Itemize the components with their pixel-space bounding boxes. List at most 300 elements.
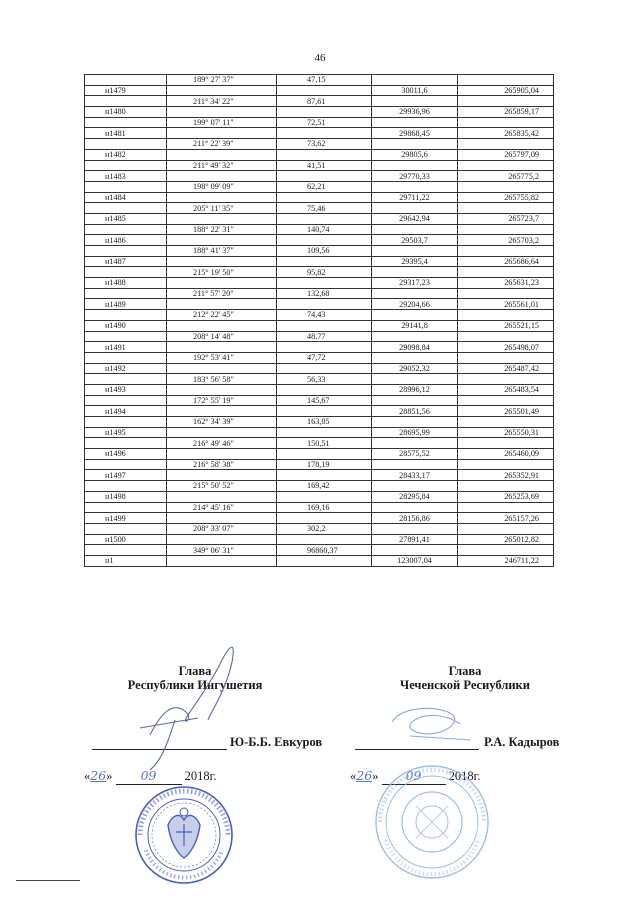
cell-x: 30011,6 — [372, 85, 458, 96]
right-signature-line — [355, 749, 479, 750]
table-row — [85, 427, 554, 438]
cell-y: 265352,91 — [458, 470, 554, 481]
table-row — [85, 534, 554, 545]
cell-dist — [277, 363, 372, 374]
cell-point: н1495 — [85, 427, 167, 438]
table-row — [85, 449, 554, 460]
cell-dist: 73,62 — [277, 139, 372, 150]
cell-dist — [277, 299, 372, 310]
cell-x: 28996,12 — [372, 384, 458, 395]
cell-point: н1483 — [85, 171, 167, 182]
cell-dist — [277, 491, 372, 502]
cell-point — [85, 203, 167, 214]
cell-point: н1490 — [85, 320, 167, 331]
cell-point — [85, 117, 167, 128]
cell-point — [85, 438, 167, 449]
table-row — [85, 545, 554, 556]
cell-y — [458, 331, 554, 342]
cell-angle: 208° 33' 07" — [167, 523, 277, 534]
cell-x: 29317,23 — [372, 278, 458, 289]
cell-point — [85, 75, 167, 86]
cell-angle — [167, 213, 277, 224]
table-row — [85, 481, 554, 492]
cell-angle — [167, 107, 277, 118]
cell-dist — [277, 149, 372, 160]
cell-y: 265012,82 — [458, 534, 554, 545]
footer-rule — [16, 880, 80, 881]
right-title-line1: Глава — [448, 664, 482, 678]
coordinates-table — [84, 74, 554, 567]
cell-y — [458, 438, 554, 449]
cell-x — [372, 374, 458, 385]
cell-angle — [167, 513, 277, 524]
table-row — [85, 459, 554, 470]
cell-angle — [167, 555, 277, 566]
cell-y — [458, 181, 554, 192]
cell-y — [458, 96, 554, 107]
table-row — [85, 107, 554, 118]
cell-angle: 208° 14' 48" — [167, 331, 277, 342]
right-date-month-field — [382, 768, 446, 785]
table-row — [85, 256, 554, 267]
cell-dist — [277, 256, 372, 267]
cell-y: 265498,07 — [458, 342, 554, 353]
cell-dist — [277, 449, 372, 460]
right-handwritten-signature — [392, 708, 470, 740]
cell-point — [85, 417, 167, 428]
cell-x — [372, 288, 458, 299]
cell-x: 29868,45 — [372, 128, 458, 139]
cell-point: н1485 — [85, 213, 167, 224]
cell-y — [458, 139, 554, 150]
cell-x — [372, 181, 458, 192]
table-row — [85, 288, 554, 299]
cell-point — [85, 310, 167, 321]
cell-point: н1491 — [85, 342, 167, 353]
cell-point — [85, 139, 167, 150]
cell-x: 28295,84 — [372, 491, 458, 502]
cell-point: н1479 — [85, 85, 167, 96]
cell-x — [372, 117, 458, 128]
cell-x — [372, 75, 458, 86]
left-date-year: 2018г. — [184, 769, 217, 783]
right-date-close: » — [372, 769, 379, 783]
cell-y — [458, 160, 554, 171]
table-row — [85, 470, 554, 481]
cell-dist: 302,2 — [277, 523, 372, 534]
left-date-open: « — [84, 769, 91, 783]
cell-point: н1492 — [85, 363, 167, 374]
table-row — [85, 171, 554, 182]
table-row — [85, 374, 554, 385]
cell-y: 265835,42 — [458, 128, 554, 139]
cell-y: 265483,54 — [458, 384, 554, 395]
cell-x: 29204,66 — [372, 299, 458, 310]
cell-point — [85, 267, 167, 278]
table-row — [85, 331, 554, 342]
cell-point — [85, 481, 167, 492]
cell-dist: 96860,37 — [277, 545, 372, 556]
table-row — [85, 160, 554, 171]
cell-point: н1500 — [85, 534, 167, 545]
cell-dist — [277, 384, 372, 395]
table-row — [85, 128, 554, 139]
cell-dist — [277, 171, 372, 182]
right-date-open: « — [350, 769, 357, 783]
cell-point: н1487 — [85, 256, 167, 267]
cell-y: 265686,64 — [458, 256, 554, 267]
cell-angle — [167, 342, 277, 353]
cell-x: 29770,33 — [372, 171, 458, 182]
cell-angle — [167, 363, 277, 374]
cell-angle: 188° 41' 37" — [167, 246, 277, 257]
table-row — [85, 278, 554, 289]
cell-dist — [277, 107, 372, 118]
cell-point — [85, 331, 167, 342]
cell-y: 265905,04 — [458, 85, 554, 96]
cell-x: 28156,86 — [372, 513, 458, 524]
cell-angle: 199° 07' 11" — [167, 117, 277, 128]
cell-point — [85, 374, 167, 385]
cell-angle: 162° 34' 39" — [167, 417, 277, 428]
cell-dist: 95,82 — [277, 267, 372, 278]
cell-angle — [167, 235, 277, 246]
cell-angle: 205° 11' 35" — [167, 203, 277, 214]
cell-dist — [277, 470, 372, 481]
cell-angle: 216° 49' 46" — [167, 438, 277, 449]
cell-point: н1488 — [85, 278, 167, 289]
cell-angle — [167, 491, 277, 502]
cell-y: 265755,82 — [458, 192, 554, 203]
cell-dist: 62,21 — [277, 181, 372, 192]
cell-dist — [277, 85, 372, 96]
cell-y: 265797,09 — [458, 149, 554, 160]
cell-x — [372, 395, 458, 406]
table-row — [85, 384, 554, 395]
table-row — [85, 363, 554, 374]
cell-angle: 189° 27' 37" — [167, 75, 277, 86]
table-row — [85, 320, 554, 331]
cell-angle — [167, 534, 277, 545]
coordinates-table-body — [85, 75, 554, 567]
cell-dist: 47,15 — [277, 75, 372, 86]
cell-point: н1498 — [85, 491, 167, 502]
cell-dist — [277, 427, 372, 438]
cell-y: 265460,09 — [458, 449, 554, 460]
table-row — [85, 235, 554, 246]
cell-x — [372, 502, 458, 513]
cell-angle — [167, 192, 277, 203]
cell-point — [85, 352, 167, 363]
cell-y — [458, 224, 554, 235]
cell-dist: 169,42 — [277, 481, 372, 492]
cell-x: 29936,96 — [372, 107, 458, 118]
cell-dist — [277, 342, 372, 353]
cell-angle — [167, 149, 277, 160]
cell-y — [458, 75, 554, 86]
cell-y: 246711,22 — [458, 555, 554, 566]
cell-angle: 192° 53' 41" — [167, 352, 277, 363]
left-date — [84, 768, 217, 785]
cell-x: 27891,41 — [372, 534, 458, 545]
table-row — [85, 149, 554, 160]
cell-dist: 56,33 — [277, 374, 372, 385]
cell-point: н1497 — [85, 470, 167, 481]
cell-x: 28695,99 — [372, 427, 458, 438]
cell-x — [372, 310, 458, 321]
left-title-line1: Глава — [178, 664, 212, 678]
cell-x — [372, 160, 458, 171]
table-row — [85, 491, 554, 502]
cell-x — [372, 417, 458, 428]
cell-point — [85, 96, 167, 107]
cell-y — [458, 352, 554, 363]
left-date-close: » — [106, 769, 113, 783]
cell-point: н1489 — [85, 299, 167, 310]
cell-point — [85, 181, 167, 192]
cell-point: н1481 — [85, 128, 167, 139]
table-row — [85, 299, 554, 310]
cell-dist — [277, 320, 372, 331]
cell-x — [372, 246, 458, 257]
table-row — [85, 502, 554, 513]
cell-point: н1 — [85, 555, 167, 566]
cell-x — [372, 481, 458, 492]
cell-x: 29141,8 — [372, 320, 458, 331]
cell-dist: 132,68 — [277, 288, 372, 299]
cell-x — [372, 96, 458, 107]
cell-dist — [277, 235, 372, 246]
cell-y — [458, 117, 554, 128]
cell-x — [372, 545, 458, 556]
cell-x — [372, 139, 458, 150]
cell-x: 28433,17 — [372, 470, 458, 481]
cell-x — [372, 203, 458, 214]
cell-dist — [277, 192, 372, 203]
cell-x: 123007,04 — [372, 555, 458, 566]
cell-angle: 188° 22' 31" — [167, 224, 277, 235]
cell-y — [458, 481, 554, 492]
cell-y: 265703,2 — [458, 235, 554, 246]
table-row — [85, 96, 554, 107]
cell-angle — [167, 449, 277, 460]
left-date-month: 09 — [140, 768, 157, 783]
cell-angle — [167, 278, 277, 289]
table-row — [85, 117, 554, 128]
cell-dist — [277, 213, 372, 224]
table-row — [85, 75, 554, 86]
left-title-line2: Республики Ингушетия — [127, 678, 263, 692]
cell-y — [458, 246, 554, 257]
cell-angle: 212° 22' 45" — [167, 310, 277, 321]
left-date-month-field — [116, 768, 182, 785]
table-row — [85, 406, 554, 417]
cell-x: 29098,84 — [372, 342, 458, 353]
right-signatory-name: Р.А. Кадыров — [484, 735, 560, 749]
cell-angle: 214° 45' 16" — [167, 502, 277, 513]
left-signatory-name: Ю-Б.Б. Евкуров — [230, 735, 323, 749]
cell-point — [85, 246, 167, 257]
cell-point: н1484 — [85, 192, 167, 203]
cell-dist: 169,16 — [277, 502, 372, 513]
cell-angle: 215° 50' 52" — [167, 481, 277, 492]
cell-point — [85, 502, 167, 513]
cell-angle: 349° 06' 31" — [167, 545, 277, 556]
table-row — [85, 213, 554, 224]
cell-point — [85, 395, 167, 406]
table-row — [85, 224, 554, 235]
table-row — [85, 192, 554, 203]
cell-dist: 178,19 — [277, 459, 372, 470]
cell-x — [372, 352, 458, 363]
cell-y — [458, 523, 554, 534]
right-date-year: 2018г. — [448, 769, 481, 783]
cell-point — [85, 288, 167, 299]
cell-y: 265859,17 — [458, 107, 554, 118]
cell-point: н1493 — [85, 384, 167, 395]
cell-dist: 87,61 — [277, 96, 372, 107]
right-signatory-title — [350, 664, 580, 692]
cell-angle: 211° 57' 20" — [167, 288, 277, 299]
cell-point: н1496 — [85, 449, 167, 460]
right-date-month: 09 — [405, 768, 422, 783]
cell-y — [458, 203, 554, 214]
cell-y: 265631,23 — [458, 278, 554, 289]
cell-y — [458, 502, 554, 513]
table-row — [85, 555, 554, 566]
cell-angle: 215° 19' 50" — [167, 267, 277, 278]
cell-x — [372, 224, 458, 235]
cell-y: 265253,69 — [458, 491, 554, 502]
cell-y: 265521,15 — [458, 320, 554, 331]
cell-x: 29503,7 — [372, 235, 458, 246]
right-title-line2: Чеченской Ресиублики — [400, 678, 530, 692]
cell-dist: 145,67 — [277, 395, 372, 406]
cell-x: 29395,4 — [372, 256, 458, 267]
cell-y — [458, 417, 554, 428]
table-row — [85, 85, 554, 96]
cell-x — [372, 438, 458, 449]
cell-x — [372, 331, 458, 342]
cell-x: 28851,56 — [372, 406, 458, 417]
cell-angle — [167, 85, 277, 96]
cell-x — [372, 523, 458, 534]
cell-y: 265487,42 — [458, 363, 554, 374]
cell-dist: 47,72 — [277, 352, 372, 363]
cell-dist — [277, 513, 372, 524]
cell-y: 265723,7 — [458, 213, 554, 224]
cell-x: 28575,52 — [372, 449, 458, 460]
cell-angle: 211° 34' 22" — [167, 96, 277, 107]
left-signature-line — [92, 749, 227, 750]
cell-point: н1486 — [85, 235, 167, 246]
cell-dist — [277, 534, 372, 545]
cell-point: н1482 — [85, 149, 167, 160]
cell-y — [458, 374, 554, 385]
cell-y — [458, 459, 554, 470]
cell-point — [85, 224, 167, 235]
cell-x: 29805,6 — [372, 149, 458, 160]
cell-y — [458, 288, 554, 299]
cell-angle — [167, 171, 277, 182]
cell-y — [458, 545, 554, 556]
cell-angle: 198° 09' 09" — [167, 181, 277, 192]
cell-x — [372, 267, 458, 278]
cell-angle — [167, 406, 277, 417]
table-row — [85, 352, 554, 363]
table-row — [85, 310, 554, 321]
table-row — [85, 513, 554, 524]
cell-point: н1494 — [85, 406, 167, 417]
left-date-day: 26 — [90, 768, 107, 783]
cell-dist — [277, 555, 372, 566]
right-date — [350, 768, 481, 785]
table-row — [85, 342, 554, 353]
cell-angle — [167, 128, 277, 139]
cell-y: 265157,26 — [458, 513, 554, 524]
cell-dist: 109,56 — [277, 246, 372, 257]
cell-point — [85, 545, 167, 556]
cell-y: 265775,2 — [458, 171, 554, 182]
cell-dist: 41,51 — [277, 160, 372, 171]
cell-x — [372, 459, 458, 470]
cell-y — [458, 310, 554, 321]
cell-dist: 74,43 — [277, 310, 372, 321]
cell-dist: 140,74 — [277, 224, 372, 235]
cell-dist: 48,77 — [277, 331, 372, 342]
cell-dist — [277, 128, 372, 139]
cell-y — [458, 395, 554, 406]
page-number: 46 — [314, 52, 326, 64]
cell-point — [85, 160, 167, 171]
table-row — [85, 139, 554, 150]
right-date-day: 26 — [356, 768, 373, 783]
cell-angle: 211° 22' 39" — [167, 139, 277, 150]
table-row — [85, 523, 554, 534]
cell-x: 29711,22 — [372, 192, 458, 203]
table-row — [85, 246, 554, 257]
left-seal — [136, 787, 232, 883]
cell-dist: 150,51 — [277, 438, 372, 449]
cell-angle — [167, 320, 277, 331]
cell-angle — [167, 470, 277, 481]
cell-angle — [167, 299, 277, 310]
cell-y — [458, 267, 554, 278]
table-row — [85, 181, 554, 192]
cell-angle: 216° 58' 38" — [167, 459, 277, 470]
cell-point — [85, 523, 167, 534]
cell-point — [85, 459, 167, 470]
cell-dist: 163,05 — [277, 417, 372, 428]
cell-angle — [167, 427, 277, 438]
cell-x: 29642,94 — [372, 213, 458, 224]
cell-angle — [167, 384, 277, 395]
cell-angle: 183° 56' 58" — [167, 374, 277, 385]
cell-angle: 211° 49' 32" — [167, 160, 277, 171]
cell-x: 29052,32 — [372, 363, 458, 374]
cell-angle — [167, 256, 277, 267]
table-row — [85, 267, 554, 278]
cell-dist: 72,51 — [277, 117, 372, 128]
table-row — [85, 203, 554, 214]
cell-angle: 172° 55' 19" — [167, 395, 277, 406]
left-signatory-title — [80, 664, 310, 692]
table-row — [85, 395, 554, 406]
cell-dist: 75,46 — [277, 203, 372, 214]
table-row — [85, 417, 554, 428]
cell-dist — [277, 278, 372, 289]
cell-y: 265501,49 — [458, 406, 554, 417]
